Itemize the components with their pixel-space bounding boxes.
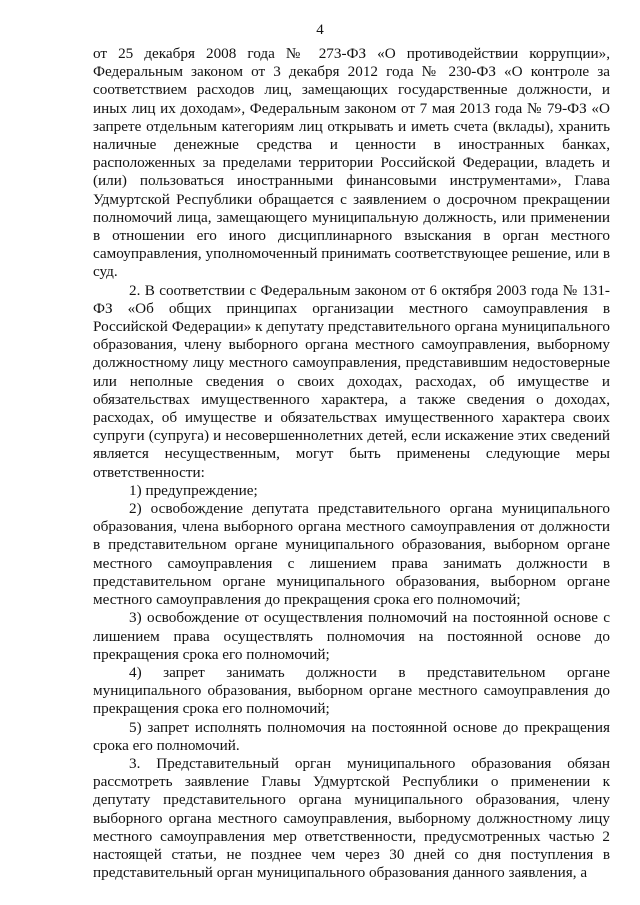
- list-item-warning: 1) предупреждение;: [129, 481, 258, 499]
- list-item-ban-positions: 4) запрет занимать должности в представительном органе муниципального образования, выборном органе местного самоуправления до прекращения срока его полномочий;: [93, 663, 610, 718]
- list-item-release-from-position: 2) освобождение депутата представительного органа муниципального образования, члена выборного органа местного самоуправления от должности в представительном органе муниципального образования, выборном органе местного самоуправления с лишением права занимать должности в представительном органе муниципального образования, выборном органе местного самоуправления до прекращения срока его полномочий;: [93, 500, 610, 609]
- paragraph-section-3: 3. Представительный орган муниципального образования обязан рассмотреть заявление Главы Удмуртской Республики о применении к депутату представительного органа муниципального образования, члену выборного органа местного самоуправления, выборному должностному лицу местного самоуправления мер ответственности, предусмотренных частью 2 настоящей статьи, не позднее чем через 30 дней со дня поступления в представительный орган муниципального образования данного заявления, а: [93, 754, 610, 882]
- paragraph-section-2: 2. В соответствии с Федеральным законом от 6 октября 2003 года № 131-ФЗ «Об общих принципах организации местного самоуправления в Российской Федерации» к депутату представительного органа муниципального образования, члену выборного органа местного самоуправления, выборному должностному лицу местного самоуправления, представившим недостоверные или неполные сведения о своих доходах, расходах, об имуществе и обязательствах имущественного характера, а также сведения о доходах, расходах, об имуществе и обязательствах имущественного характера своих супруги (супруга) и несовершеннолетних детей, если искажение этих сведений является несущественным, могут быть применены следующие меры ответственности:: [93, 281, 610, 481]
- document-body: [93, 45, 610, 882]
- list-item-release-from-duties: 3) освобождение от осуществления полномочий на постоянной основе с лишением права осуществлять полномочия на постоянной основе до прекращения срока его полномочий;: [93, 609, 610, 663]
- page-number: 4: [316, 22, 324, 38]
- paragraph-continuation: от 25 декабря 2008 года № 273-ФЗ «О противодействии коррупции», Федеральным законом от 3 декабря 2012 года № 230-ФЗ «О контроле за соответствием расходов лиц, замещающих государственные должности, и иных лиц их доходам», Федеральным законом от 7 мая 2013 года № 79-ФЗ «О запрете отдельным категориям лиц открывать и иметь счета (вклады), хранить наличные денежные средства и ценности в иностранных банках, расположенных за пределами территории Российской Федерации, владеть и (или) пользоваться иностранными финансовыми инструментами», Глава Удмуртской Республики обращается с заявлением о досрочном прекращении полномочий лица, замещающего муниципальную должность, или применении в отношении его иного дисциплинарного взыскания в орган местного самоуправления, уполномоченный принимать соответствующее решение, или в суд.: [93, 45, 610, 281]
- list-item-ban-permanent-duties: 5) запрет исполнять полномочия на постоянной основе до прекращения срока его полномочий.: [93, 718, 610, 754]
